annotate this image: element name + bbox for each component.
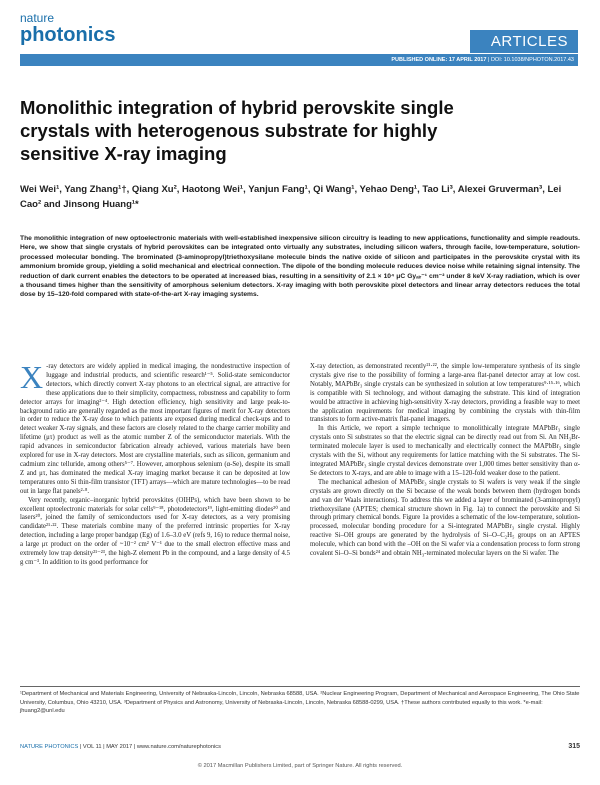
body-paragraph: Very recently, organic–inorganic hybrid perovskites (OIHPs), which have been shown to be excellent optoelectronic materials for solar cells⁹⁻¹⁸, photodetectors¹⁹, light-emitting diodes²⁰ and lasers²⁰, joined the family of semiconductors used for X-ray detectors, as a very promising candidate²¹·²². These materials combine many of the preferred intrinsic properties for X-ray detection, including a large proper bandgap (Eg) of 1.6–3.0 eV (refs 9, 16) to reduce thermal noise, a large μτ product on the order of ~10⁻² cm² V⁻¹ due to the small electron effective mass and extremely low trap density²¹⁻²³, the high-Z element Pb in the compound, and a large density of 4.5 g cm⁻³. In addition to its good performance for — [20, 496, 290, 566]
body-column-right — [310, 363, 580, 559]
footnote-divider — [20, 686, 580, 687]
body-paragraph: X-ray detection, as demonstrated recently²¹·²², the simple low-temperature synthesis of its single crystals give rise to the possibility of forming a large-area flat-panel detector array at low cost. Notably, MAPbBr₃ single crystals can be synthesized in solution at low temperatures⁹·¹⁵·¹⁶, which is compatible with Si technology, and without damaging the substrate. This kind of integration would be attractive in achieving high-sensitivity X-ray detectors, providing a feasible way to meet the application requirements for medical imaging by combining the crystals with thin-film transistors to form active-matrix flat-panel imagers. — [310, 363, 580, 424]
footer-issue[interactable]: | VOL 11 | MAY 2017 | www.nature.com/naturephotonics — [79, 744, 221, 750]
affiliations: ¹Department of Mechanical and Materials Engineering, University of Nebraska-Lincoln, Lincoln, Nebraska 68588, USA. ²Nuclear Engineering Program, Department of Mechanical and Aerospace Engineering, The Ohio State University, Columbus, Ohio 43210, USA. ³Department of Physics and Astronomy, University of Nebraska-Lincoln, Lincoln, Nebraska 68588-0299, USA. †These authors contributed equally to this work. *e-mail: jhuang2@unl.edu — [20, 691, 580, 715]
pubbar-separator: | — [487, 57, 491, 63]
journal-logo-line1: nature — [20, 11, 55, 25]
footer-journal: NATURE PHOTONICS — [20, 744, 79, 750]
page-footer — [20, 744, 580, 750]
page-number: 315 — [568, 743, 580, 750]
body-paragraph: The mechanical adhesion of MAPbBr₃ single crystals to Si wafers is very weak if the single crystals are grown directly on the Si because of the weak bonds between them (hydrogen bonds and van der Waals interactions). To address this we added a layer of brominated (3-aminopropyl) triethoxysilane (APTES; chemical structure shown in Fig. 1a) to connect the perovskite and Si through primary chemical bonds. Figure 1a provides a schematic of the low-temperature, solution-processed, molecular bonding procedure for a Si-integrated MAPbBr₃ single crystal. Highly reactive Si–OH groups are generated by the hydrolysis of Si–O–C₂H₅ groups on an APTES molecule, which can bond with the –OH on the Si wafer via a condensation process to form strong covalent Si–O–Si bonds²⁴ and obtain NH₃-terminated molecular layers on the Si wafer. The — [310, 478, 580, 558]
article-title: Monolithic integration of hybrid perovskite single crystals with heterogenous substrate for highly sensitive X-ray imaging — [20, 97, 454, 164]
drop-cap: X — [20, 359, 44, 395]
copyright-notice: © 2017 Macmillan Publishers Limited, part of Springer Nature. All rights reserved. — [197, 763, 403, 769]
journal-logo-line2: photonics — [20, 24, 116, 46]
published-date: PUBLISHED ONLINE: 17 APRIL 2017 — [391, 57, 487, 63]
body-paragraph: In this Article, we report a simple technique to monolithically integrate MAPbBr₃ single crystals onto Si substrates so that the electric signal can be directly read out from Si. An NH₃Br-terminated molecule layer is used to mechanically and electrically connect the MAPbBr₃ single crystals with the Si, without any requirements for lattice matching with the Si substrates. The Si-integrated MAPbBr₃ single crystal devices demonstrate over 1,000 times better sensitivity than α-Se detectors to X-rays, and are able to image with a 15–120-fold weaker dose to the patient. — [310, 425, 580, 477]
author-list: Wei Wei¹, Yang Zhang¹†, Qiang Xu², Haotong Wei¹, Yanjun Fang¹, Qi Wang¹, Yehao Deng¹, Tao Li³, Alexei Gruverman³, Lei Cao² and Jinsong Huang¹* — [20, 184, 562, 210]
publication-bar — [20, 54, 578, 66]
abstract: The monolithic integration of new optoelectronic materials with well-established inexpensive silicon circuitry is leading to new applications, functionality and simple readouts. Here, we show that single crystals of hybrid perovskites can be integrated onto virtually any substrates, including silicon wafers, through facile, low-temperature, solution-processed molecular bonding. The brominated (3-aminopropyl)triethoxysilane molecule binds the native oxide of silicon and participates in the perovskite crystal with its ammonium bromide group, yielding a solid mechanical and electrical connection. The dipole of the bonding molecule reduces device noise while retaining signal intensity. The reduction of dark current enables the detectors to be operated at increased bias, resulting in a sensitivity of 2.1 × 10⁴ μC Gyₐᵢᵣ⁻¹ cm⁻² under 8 keV X-ray radiation, which is over a thousand times higher than the sensitivity of amorphous selenium detectors. X-ray imaging with both perovskite pixel detectors and linear array detectors reduces the total dose by 15–120-fold compared with state-of-the-art X-ray imaging systems. — [20, 235, 580, 299]
body-paragraph — [20, 359, 290, 497]
body-paragraph-text: -ray detectors are widely applied in medical imaging, the nondestructive inspection of luggage and industrial products, and scientific research¹⁻⁵. Solid-state semiconductor detectors, which directly convert X-ray photons to an electrical signal, are attractive for these applications due to their simplicity, compactness, robustness and capability to form detector arrays for imaging²⁻⁴. High detection efficiency, high sensitivity and large peak-to-background ratio are generally regarded as the most important figures of merit for X-ray detectors in order to reduce the X-ray dose to which patients are exposed during medical check-ups and to detect weaker X-ray signals, and these factors are closely related to the charge carrier mobility and lifetime (μτ) product as well as the atomic number Z of the semiconductor materials. With the rapid advances in semiconductor fabrication already achieved, various materials have been explored for use in X-ray detectors. Most are crystalline materials, such as silicon, germanium and cadmium zinc telluride, among others⁵⁻⁷. However, amorphous selenium (α-Se), despite its small Z and μτ, has dominated the medical X-ray imaging market because it can be deposited at low temperatures onto Si thin-film transistor (TFT) arrays—which are mature technologies—to be read out in large flat panels²·⁸. — [20, 363, 290, 495]
doi-link[interactable]: DOI: 10.1038/NPHOTON.2017.43 — [490, 57, 574, 63]
journal-logo — [20, 12, 116, 45]
body-column-left — [20, 359, 290, 568]
section-label: ARTICLES — [470, 30, 578, 53]
